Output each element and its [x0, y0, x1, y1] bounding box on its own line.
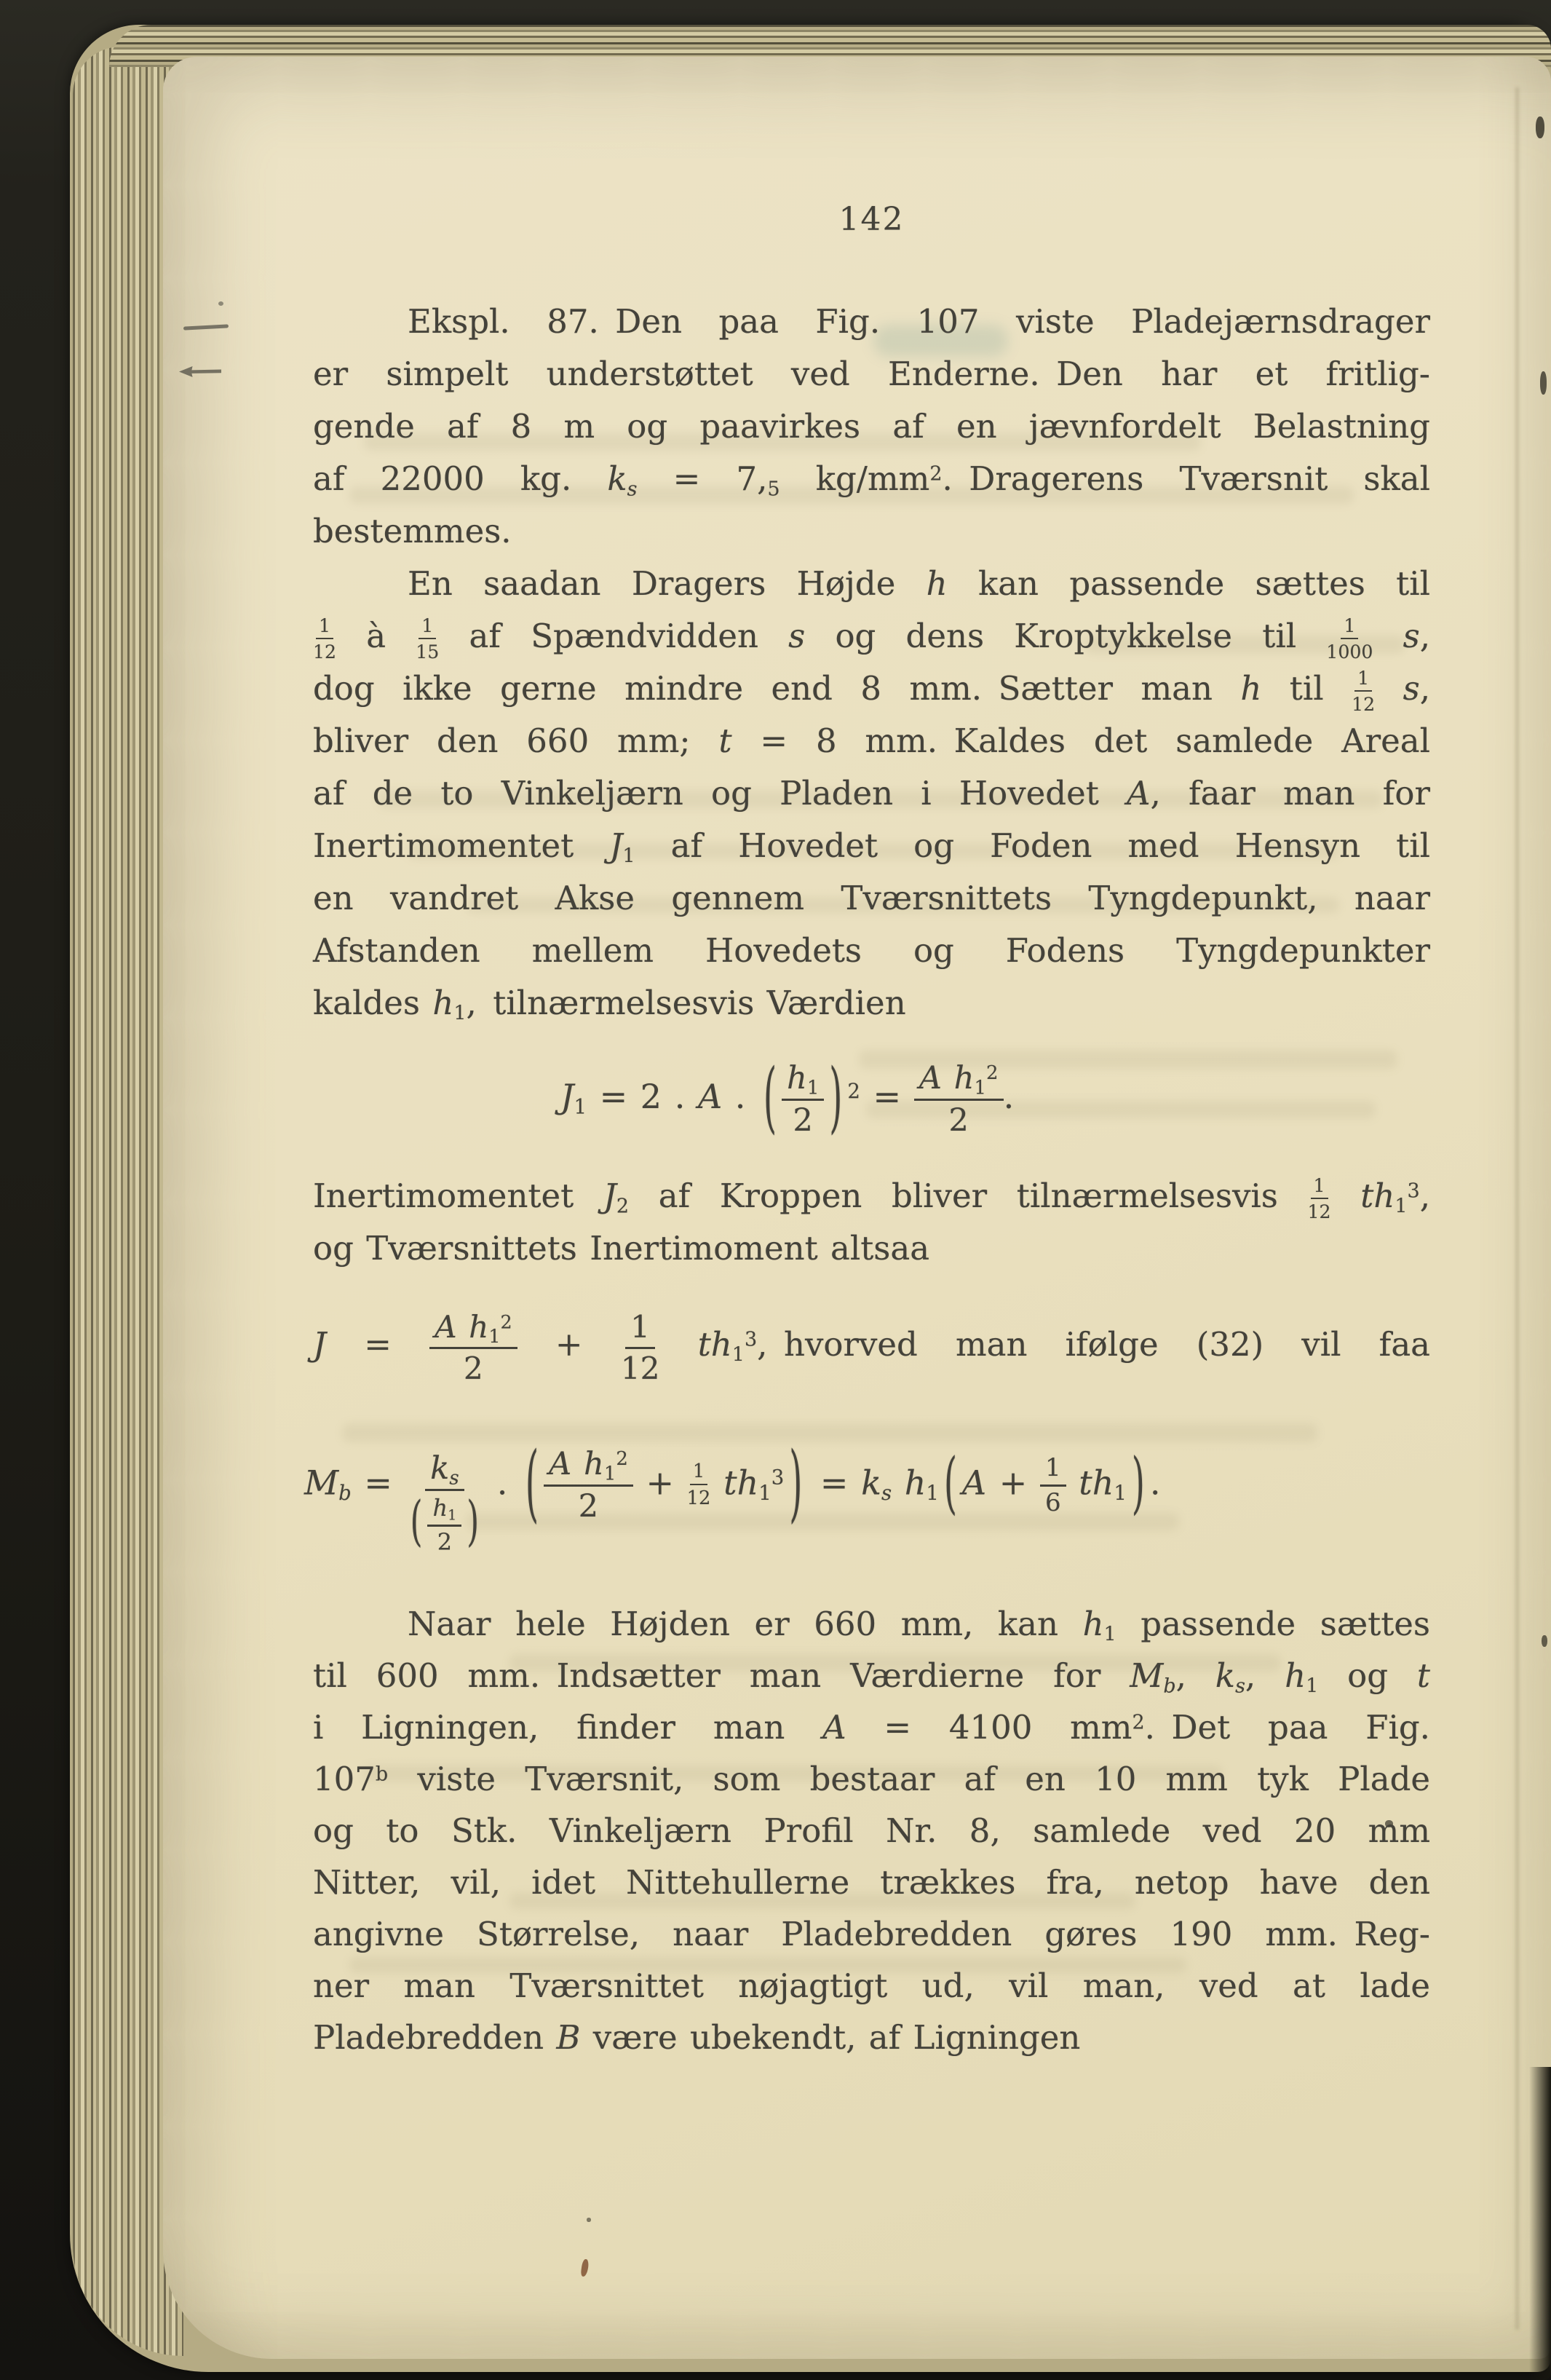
text-line: En saadan Dragers Højde h kan passende sættes til [408, 564, 1430, 603]
formula-content: $J_1 = 2$ . A . ( $\frac{h_1}{2}$ ) $^2$ = $\frac{A h_1^2}{2}$ . [560, 1051, 1015, 1142]
formula-line-j [313, 1297, 1430, 1392]
fraction: $\frac{h_1}{2}$ [782, 1061, 824, 1138]
text-line: i Ligningen, finder man A = 4100 $mm^2$. Det paa Fig. [313, 1708, 1430, 1747]
text-line: Afstanden mellem Hovedets og Fodens Tyngdepunkter [313, 931, 1430, 970]
text-line: Pladebredden B være ubekendt, af Ligningen [313, 2018, 1081, 2057]
big-paren: ( [525, 1433, 539, 1532]
text-line: 107$^b$ viste Tværsnit, som bestaar af en 10 mm tyk Plade [313, 1760, 1430, 1798]
fraction: $\frac{A h_1^2}{2}$ [914, 1061, 1004, 1138]
big-paren: ) [467, 1491, 480, 1554]
paragraph-result [313, 1598, 1430, 2063]
text-line: J = $\frac{A h_1^2}{2}$ + $\frac{1}{12}$ $th_1^3$, hvorved man ifølge (32) vil faa [313, 1308, 1430, 1386]
text-line: er simpelt understøttet ved Enderne. Den har et fritlig- [313, 355, 1430, 393]
text-line: ner man Tværsnittet nøjagtigt ud, vil man, ved at lade [313, 1966, 1430, 2005]
fraction: $\frac{1}{6}$ [1040, 1454, 1066, 1517]
text-line: bliver den 660 mm; t = 8 mm. Kaldes det samlede Areal [313, 721, 1431, 760]
big-paren: ) [829, 1051, 843, 1142]
page-number: 142 [838, 201, 905, 238]
big-paren: ) [1131, 1442, 1145, 1522]
text-line: en vandret Akse gennem Tværsnittets Tyngdepunkt, naar [313, 879, 1430, 917]
fraction: $k_s$ ( $\frac{h_1}{2}$ ) [410, 1450, 480, 1556]
fraction: $\frac{1}{1000}$ [1326, 614, 1373, 663]
pencil-dash-mark [183, 324, 229, 330]
fraction: $\frac{A h_1^2}{2}$ [429, 1310, 517, 1385]
display-formula-j1 [560, 1035, 1014, 1163]
paragraph-girder-height [313, 558, 1430, 1029]
text-line: bestemmes. [313, 512, 512, 550]
text-line: Naar hele Højden er 660 mm, kan $h_1$ passende sættes [408, 1605, 1431, 1646]
text-line: $\frac{1}{12}$ à $\frac{1}{15}$ af Spændvidden s og dens Kroptykkelse til $\frac{1}{1000}$ s, [313, 614, 1431, 663]
pencil-dot-mark [218, 301, 223, 306]
ink-speck [1540, 371, 1547, 395]
text-line: Inertimomentet $J_2$ af Kroppen bliver tilnærmelsesvis $\frac{1}{12}$ $th_1^3$, [313, 1174, 1430, 1222]
text-line: Ekspl. 87. Den paa Fig. 107 viste Pladejærnsdrager [408, 302, 1430, 341]
text-line: af 22000 kg. $k_s = 7,_5$ $kg/mm^2$. Dragerens Tværsnit skal [313, 459, 1430, 501]
pencil-arrow-mark [179, 366, 221, 377]
ink-speck [587, 2218, 591, 2222]
text-line: kaldes $h_1$, tilnærmelsesvis Værdien [313, 984, 906, 1025]
fraction: $\frac{1}{15}$ [416, 614, 440, 663]
text-line: til 600 mm. Indsætter man Værdierne for $M_b$, $k_s$, $h_1$ og t [313, 1656, 1430, 1698]
formula-content: $M_b$ = $k_s$ ( $\frac{h_1}{2}$ ) . ( $\frac{A h_1^2}{2}$ + $\frac{1}{12}$ $th_1^3$ ) = $k_s$ $h_1$ ( A + $\frac{1}{6}$ $th_1$ ) . [304, 1433, 1161, 1556]
fraction: $\frac{1}{12}$ [1307, 1174, 1331, 1222]
fraction: $\frac{1}{12}$ [620, 1308, 660, 1386]
text-line: af de to Vinkeljærn og Pladen i Hovedet A, faar man for [313, 774, 1431, 813]
paper-fleck [580, 2258, 589, 2277]
display-formula-mb [304, 1394, 1161, 1576]
big-paren: ( [763, 1051, 777, 1142]
fraction: $\frac{h_1}{2}$ [427, 1495, 461, 1554]
big-paren: ( [410, 1491, 423, 1554]
ink-speck [1542, 1635, 1547, 1647]
paragraph-example-87 [313, 296, 1430, 558]
text-line: dog ikke gerne mindre end 8 mm. Sætter man h til $\frac{1}{12}$ s, [313, 667, 1430, 715]
fraction: $\frac{1}{12}$ [1352, 667, 1376, 715]
fraction: $\frac{1}{12}$ [313, 614, 337, 663]
ink-speck [1536, 116, 1544, 138]
text-line: Inertimomentet $J_1$ af Hovedet og Foden med Hensyn til [313, 826, 1430, 868]
fraction: $\frac{1}{12}$ [686, 1460, 711, 1510]
text-line: Nitter, vil, idet Nittehullerne trækkes fra, netop have den [313, 1863, 1430, 1902]
fraction: $\frac{A h_1^2}{2}$ [544, 1447, 633, 1524]
paragraph-inertia-moment [313, 1170, 1430, 1275]
text-line: angivne Størrelse, naar Pladebredden gøres 190 mm. Reg- [313, 1915, 1430, 1953]
big-paren: ) [789, 1433, 803, 1532]
text-line: og to Stk. Vinkeljærn Profil Nr. 8, samlede ved 20 mm [313, 1811, 1430, 1850]
big-paren: ( [943, 1442, 957, 1522]
text-line: og Tværsnittets Inertimoment altsaa [313, 1229, 930, 1268]
text-line: gende af 8 m og paavirkes af en jævnfordelt Belastning [313, 407, 1430, 446]
